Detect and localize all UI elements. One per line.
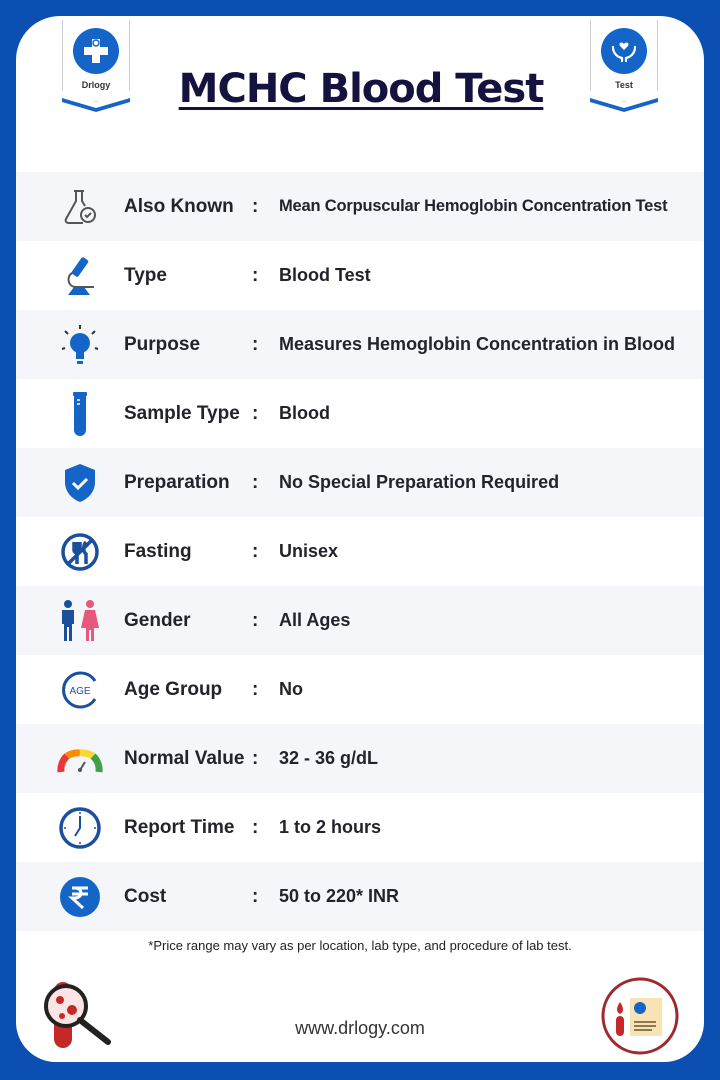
row-value: Blood (279, 403, 330, 423)
info-card (16, 16, 704, 1062)
row-label: Also Known (124, 195, 234, 217)
chevron-icon (62, 96, 130, 112)
age-icon (56, 666, 104, 714)
page-title: MCHC Blood Test (178, 66, 544, 112)
male-female-icon (56, 597, 104, 645)
row-label: Purpose (124, 333, 201, 355)
row-preparation: Preparation : No Special Preparation Required (16, 448, 704, 517)
row-report-time: Report Time : 1 to 2 hours (16, 793, 704, 862)
row-label: Fasting (124, 540, 192, 562)
row-cost: Cost : 50 to 220* INR (16, 862, 704, 931)
drlogy-badge (62, 20, 130, 116)
info-table (16, 172, 704, 931)
test-badge (590, 20, 658, 116)
row-normal-value: Normal Value : 32 - 36 g/dL (16, 724, 704, 793)
row-value: Mean Corpuscular Hemoglobin Concentration Test (279, 197, 668, 215)
website-link[interactable]: www.drlogy.com (295, 1018, 425, 1038)
doctor-cross-icon (73, 28, 119, 74)
row-purpose: Purpose : Measures Hemoglobin Concentration in Blood (16, 310, 704, 379)
row-value: No Special Preparation Required (279, 472, 560, 492)
row-sample-type: Sample Type : Blood (16, 379, 704, 448)
row-age-group: AGE Age Group : No (16, 655, 704, 724)
clock-icon (56, 804, 104, 852)
lightbulb-icon (56, 321, 104, 369)
test-tube-icon (56, 390, 104, 438)
badge-label: Test (615, 80, 633, 90)
row-label: Gender (124, 609, 191, 631)
row-value: Unisex (279, 541, 339, 561)
no-fork-knife-icon (56, 528, 104, 576)
row-label: Report Time (124, 816, 235, 838)
row-label: Sample Type (124, 402, 240, 424)
chevron-icon (590, 96, 658, 112)
row-label: Age Group (124, 678, 223, 700)
row-type: Type : Blood Test (16, 241, 704, 310)
flask-check-icon (56, 183, 104, 231)
row-value: 1 to 2 hours (279, 817, 382, 837)
row-value: All Ages (279, 610, 351, 630)
row-also-known: Also Known : Mean Corpuscular Hemoglobin Concentration Test (16, 172, 704, 241)
row-value: Blood Test (279, 265, 371, 285)
price-disclaimer: *Price range may vary as per location, lab type, and procedure of lab test. (148, 938, 572, 953)
row-value: 32 - 36 g/dL (279, 748, 379, 768)
row-label: Preparation (124, 471, 230, 493)
row-value: No (279, 679, 303, 699)
microscope-icon (56, 252, 104, 300)
row-gender: Gender : All Ages (16, 586, 704, 655)
row-value: 50 to 220* INR (279, 886, 400, 906)
row-label: Cost (124, 885, 167, 907)
row-label: Normal Value (124, 747, 245, 769)
gauge-icon (56, 735, 104, 783)
blood-magnifier-icon (40, 976, 120, 1056)
rupee-icon (56, 873, 104, 921)
lab-report-icon (600, 976, 680, 1056)
shield-check-icon (56, 459, 104, 507)
badge-label: Drlogy (81, 80, 111, 90)
svg-text:AGE: AGE (69, 685, 91, 697)
row-label: Type (124, 264, 167, 286)
caring-hands-icon (601, 28, 647, 74)
row-fasting: Fasting : Unisex (16, 517, 704, 586)
row-value: Measures Hemoglobin Concentration in Blood (279, 334, 676, 354)
